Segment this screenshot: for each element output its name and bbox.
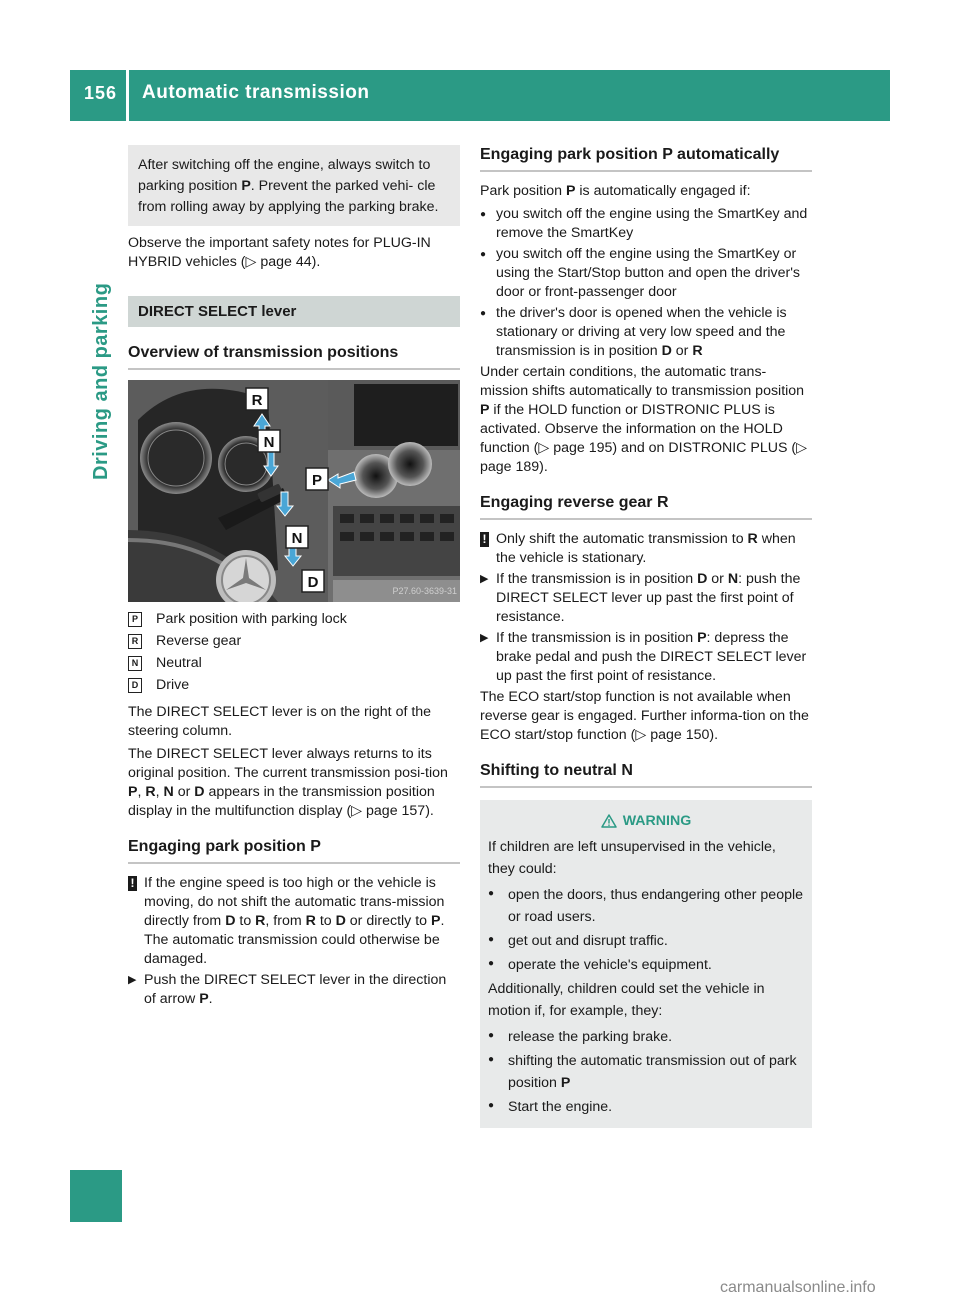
list-item: ● operate the vehicle's equipment. <box>488 954 804 976</box>
figure-code: P27.60-3639-31 <box>392 586 457 596</box>
list-item: ● shifting the automatic transmission out of park position P <box>488 1050 804 1094</box>
bullet-icon: ● <box>488 958 495 969</box>
chapter-title: Automatic transmission <box>142 82 370 103</box>
header-divider <box>126 70 129 121</box>
left-column <box>128 145 460 1011</box>
watermark: carmanualsonline.info <box>720 1279 876 1296</box>
list-item: ● you switch off the engine using the SmartKey or using the Start/Stop button and open the driver's door or front-passenger door <box>480 246 800 300</box>
heading-engaging-park: Engaging park position P <box>128 837 460 864</box>
caution-note: ! If the engine speed is too high or the vehicle is moving, do not shift the automatic trans-mission directly from D to R, from R to D or directly to P. The automatic transmission could otherwise be damaged. <box>128 874 460 969</box>
bullet-icon: ● <box>480 209 487 220</box>
label-d: D <box>307 574 319 591</box>
label-n-upper: N <box>263 434 275 451</box>
lever-location-text: The DIRECT SELECT lever is on the right of the steering column. <box>128 704 432 739</box>
step-item: ▶ If the transmission is in position P: depress the brake pedal and push the DIRECT SELECT lever up past the first point of resistance. <box>480 630 807 684</box>
step-item: ▶ If the transmission is in position D or N: push the DIRECT SELECT lever up past the first point of resistance. <box>480 571 801 625</box>
list-item: ● open the doors, thus endangering other people or road users. <box>488 884 804 928</box>
bullet-icon: ● <box>480 308 487 319</box>
bullet-icon: ● <box>488 888 495 899</box>
keycap-icon: P <box>128 612 142 627</box>
keycap-icon: N <box>128 656 142 671</box>
heading-reverse: Engaging reverse gear R <box>480 493 812 520</box>
warning-triangle-icon <box>601 814 617 828</box>
heading-neutral: Shifting to neutral N <box>480 761 812 788</box>
side-tab-label: Driving and parking <box>90 282 112 480</box>
right-column <box>480 145 812 1128</box>
step-arrow-icon: ▶ <box>128 974 137 986</box>
list-item: ● release the parking brake. <box>488 1026 804 1048</box>
step-arrow-icon: ▶ <box>480 573 489 585</box>
side-tab <box>88 200 114 500</box>
note-box: After switching off the engine, always switch to parking position P. Prevent the parked vehi- cle from rolling away by applying the parking brake. <box>128 145 460 226</box>
step-item: ▶ Push the DIRECT SELECT lever in the direction of arrow P. <box>128 972 447 1007</box>
exclamation-icon: ! <box>128 876 137 891</box>
safety-note: Observe the important safety notes for PLUG-IN HYBRID vehicles (▷ page 44). <box>128 235 431 270</box>
bullet-icon: ● <box>488 934 495 945</box>
section-band: DIRECT SELECT lever <box>128 296 460 327</box>
lever-return-text: The DIRECT SELECT lever always returns to its original position. The current transmission posi-tion P, R, N or D appears in the transmission position display in the multifunction display (▷ page 157). <box>128 746 448 819</box>
park-auto-intro: Park position P is automatically engaged if: <box>480 183 751 199</box>
eco-text: The ECO start/stop function is not available when reverse gear is engaged. Further informa-tion on the ECO start/stop function (▷ page 150). <box>480 689 809 743</box>
warning-title: WARNING <box>488 810 804 832</box>
bullet-icon: ● <box>480 249 487 260</box>
page-header <box>70 70 890 121</box>
heading-park-auto: Engaging park position P automatically <box>480 145 812 172</box>
list-item: ● the driver's door is opened when the vehicle is stationary or driving at very low speed and the transmission is in position D or R <box>480 305 787 359</box>
caution-note: ! Only shift the automatic transmission to R when the vehicle is stationary. <box>480 530 812 568</box>
bullet-icon: ● <box>488 1100 495 1111</box>
legend-item: D Drive <box>128 676 460 695</box>
bullet-icon: ● <box>488 1030 495 1041</box>
bullet-icon: ● <box>488 1054 495 1065</box>
warning-intro: If children are left unsupervised in the vehicle, they could: <box>488 839 776 877</box>
label-r: R <box>251 392 263 409</box>
hold-distronic-text: Under certain conditions, the automatic trans-mission shifts automatically to transmission position P if the HOLD function or DISTRONIC PLUS is activated. Observe the information on the HOLD function (▷ page 195) and on DISTRONIC PLUS (▷ page 189). <box>480 364 807 475</box>
page-number: 156 <box>84 83 118 103</box>
warning-middle: Additionally, children could set the vehicle in motion if, for example, they: <box>488 981 765 1019</box>
legend-item: R Reverse gear <box>128 632 460 651</box>
transmission-illustration <box>128 380 460 602</box>
step-arrow-icon: ▶ <box>480 632 489 644</box>
exclamation-icon: ! <box>480 532 489 547</box>
list-item: ● you switch off the engine using the SmartKey and remove the SmartKey <box>480 206 808 241</box>
legend-item: P Park position with parking lock <box>128 610 460 629</box>
keycap-icon: D <box>128 678 142 693</box>
list-item: ● Start the engine. <box>488 1096 804 1118</box>
keycap-icon: R <box>128 634 142 649</box>
label-p: P <box>311 472 323 489</box>
legend-item: N Neutral <box>128 654 460 673</box>
warning-box <box>480 800 812 1128</box>
label-n-lower: N <box>291 530 303 547</box>
side-marker <box>70 1170 122 1222</box>
list-item: ● get out and disrupt traffic. <box>488 930 804 952</box>
heading-overview: Overview of transmission positions <box>128 343 460 370</box>
